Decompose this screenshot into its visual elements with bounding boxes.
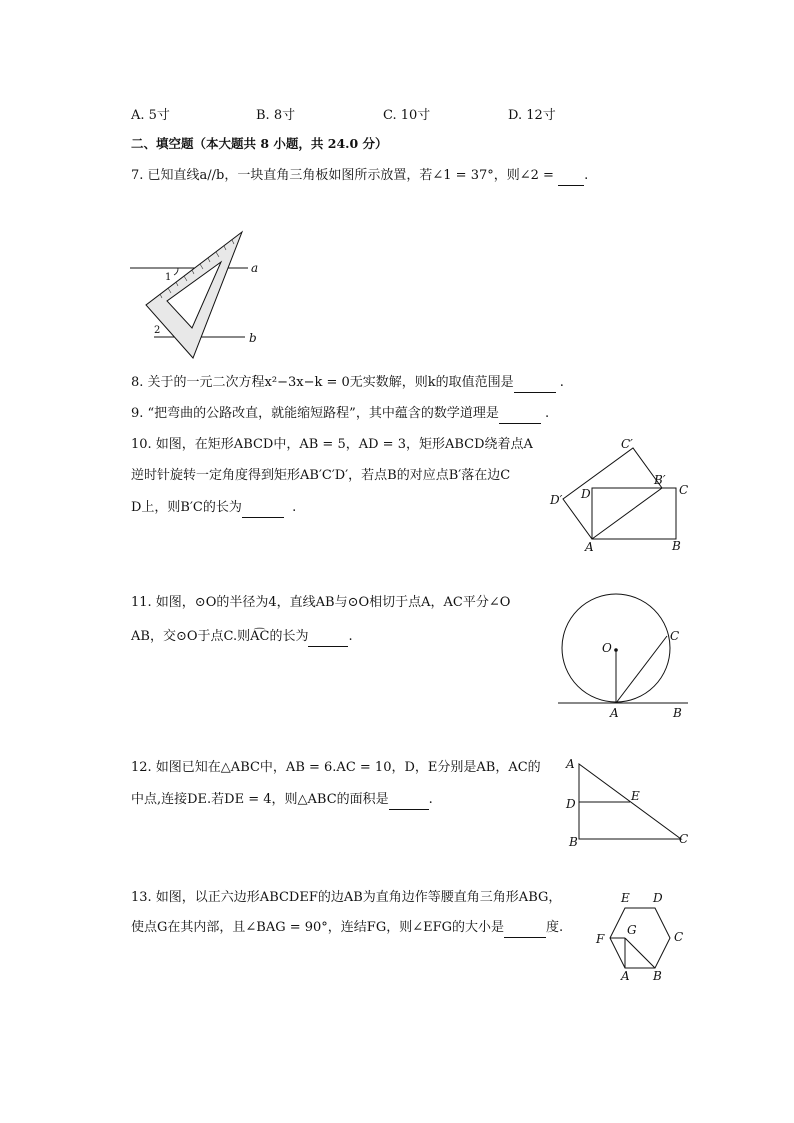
label-D: D bbox=[581, 487, 591, 501]
label-B: B bbox=[569, 835, 578, 849]
question-13-text: 使点G在其内部，且∠BAG = 90°，连结FG，则∠EFG的大小是 bbox=[131, 920, 504, 935]
label-C: C bbox=[679, 483, 689, 497]
label-D-prime: D′ bbox=[550, 493, 563, 507]
label-A: A bbox=[621, 969, 630, 983]
question-10-line-2: 逆时针旋转一定角度得到矩形AB′C′D′，若点B的对应点B′落在边C bbox=[131, 468, 511, 483]
question-10-end: . bbox=[292, 500, 297, 515]
label-D: D bbox=[653, 891, 663, 905]
question-7-end: . bbox=[584, 168, 589, 183]
answer-blank-8[interactable] bbox=[514, 376, 556, 393]
label-A: A bbox=[566, 757, 575, 771]
question-8-text: 8. 关于的一元二次方程x²−3x−k = 0无实数解，则k的取值范围是 bbox=[131, 375, 514, 390]
label-C-prime: C′ bbox=[621, 437, 633, 451]
label-A: A bbox=[585, 540, 594, 554]
label-a: a bbox=[251, 261, 259, 275]
question-12-line-2 bbox=[131, 790, 433, 810]
label-E: E bbox=[631, 789, 640, 803]
angle-1-arc bbox=[174, 268, 178, 275]
label-2: 2 bbox=[154, 325, 161, 336]
label-D: D bbox=[566, 797, 576, 811]
label-C: C bbox=[679, 832, 689, 846]
question-7 bbox=[131, 166, 588, 186]
figure-q12-triangle bbox=[560, 753, 700, 853]
question-8-end: . bbox=[559, 375, 564, 390]
chord-ac bbox=[616, 636, 667, 703]
question-11-line-2 bbox=[131, 627, 353, 647]
answer-blank-11[interactable] bbox=[308, 630, 348, 647]
label-1: 1 bbox=[165, 272, 172, 283]
label-A: A bbox=[610, 706, 619, 720]
answer-blank-12[interactable] bbox=[389, 793, 429, 810]
label-C: C bbox=[674, 930, 684, 944]
section-header: 二、填空题（本大题共 8 小题，共 24.0 分） bbox=[131, 136, 388, 151]
label-O: O bbox=[602, 641, 612, 655]
question-11-end: . bbox=[348, 629, 353, 644]
question-9-end: . bbox=[544, 406, 550, 421]
question-10-text: D上，则B′C的长为 bbox=[131, 500, 242, 515]
option-b: B. 8寸 bbox=[256, 108, 296, 123]
answer-blank-9[interactable] bbox=[499, 407, 541, 424]
figure-q7-triangle-ruler bbox=[120, 225, 280, 365]
option-d: D. 12寸 bbox=[508, 108, 556, 123]
question-12-line-1: 12. 如图已知在△ABC中，AB = 6.AC = 10，D，E分别是AB，AC的 bbox=[131, 760, 541, 775]
option-c: C. 10寸 bbox=[383, 108, 431, 123]
label-F: F bbox=[596, 932, 605, 946]
rect-abcd bbox=[592, 488, 676, 539]
figure-q13-hexagon bbox=[590, 885, 700, 985]
rect-ab-c-d bbox=[563, 448, 662, 539]
answer-blank-10[interactable] bbox=[242, 501, 284, 518]
label-b: b bbox=[249, 331, 257, 345]
center-dot bbox=[614, 648, 618, 652]
question-8 bbox=[131, 373, 564, 393]
figure-q11-circle bbox=[552, 590, 702, 725]
answer-blank-13[interactable] bbox=[504, 921, 546, 938]
label-B: B bbox=[672, 539, 681, 553]
label-E: E bbox=[621, 891, 630, 905]
answer-blank-7[interactable] bbox=[558, 169, 584, 186]
question-13-line-1: 13. 如图，以正六边形ABCDEF的边AB为直角边作等腰直角三角形ABG， bbox=[131, 890, 562, 905]
question-9-text: 9. “把弯曲的公路改直，就能缩短路程”，其中蕴含的数学道理是 bbox=[131, 406, 499, 421]
question-7-text: 7. 已知直线a//b，一块直角三角板如图所示放置，若∠1 = 37°，则∠2 = bbox=[131, 168, 559, 183]
question-10-line-3 bbox=[131, 498, 296, 518]
label-B: B bbox=[653, 969, 662, 983]
label-B: B bbox=[673, 706, 682, 720]
figure-q10-rectangle bbox=[545, 432, 705, 562]
question-12-end: . bbox=[428, 792, 433, 807]
question-13-end: 度. bbox=[546, 920, 564, 935]
segment-gb bbox=[625, 938, 655, 968]
label-G: G bbox=[627, 923, 637, 937]
label-B-prime: B′ bbox=[654, 473, 666, 487]
question-12-text: 中点,连接DE.若DE = 4，则△ABC的面积是 bbox=[131, 792, 389, 807]
question-11-text: AB，交⊙O于点C.则A͡C的长为 bbox=[131, 629, 309, 644]
label-C: C bbox=[670, 629, 680, 643]
question-13-line-2 bbox=[131, 918, 563, 938]
question-11-line-1: 11. 如图，⊙O的半径为4，直线AB与⊙O相切于点A，AC平分∠O bbox=[131, 595, 511, 610]
question-10-line-1: 10. 如图，在矩形ABCD中，AB = 5，AD = 3，矩形ABCD绕着点A bbox=[131, 437, 533, 452]
option-a: A. 5寸 bbox=[131, 108, 170, 123]
question-9 bbox=[131, 404, 549, 424]
